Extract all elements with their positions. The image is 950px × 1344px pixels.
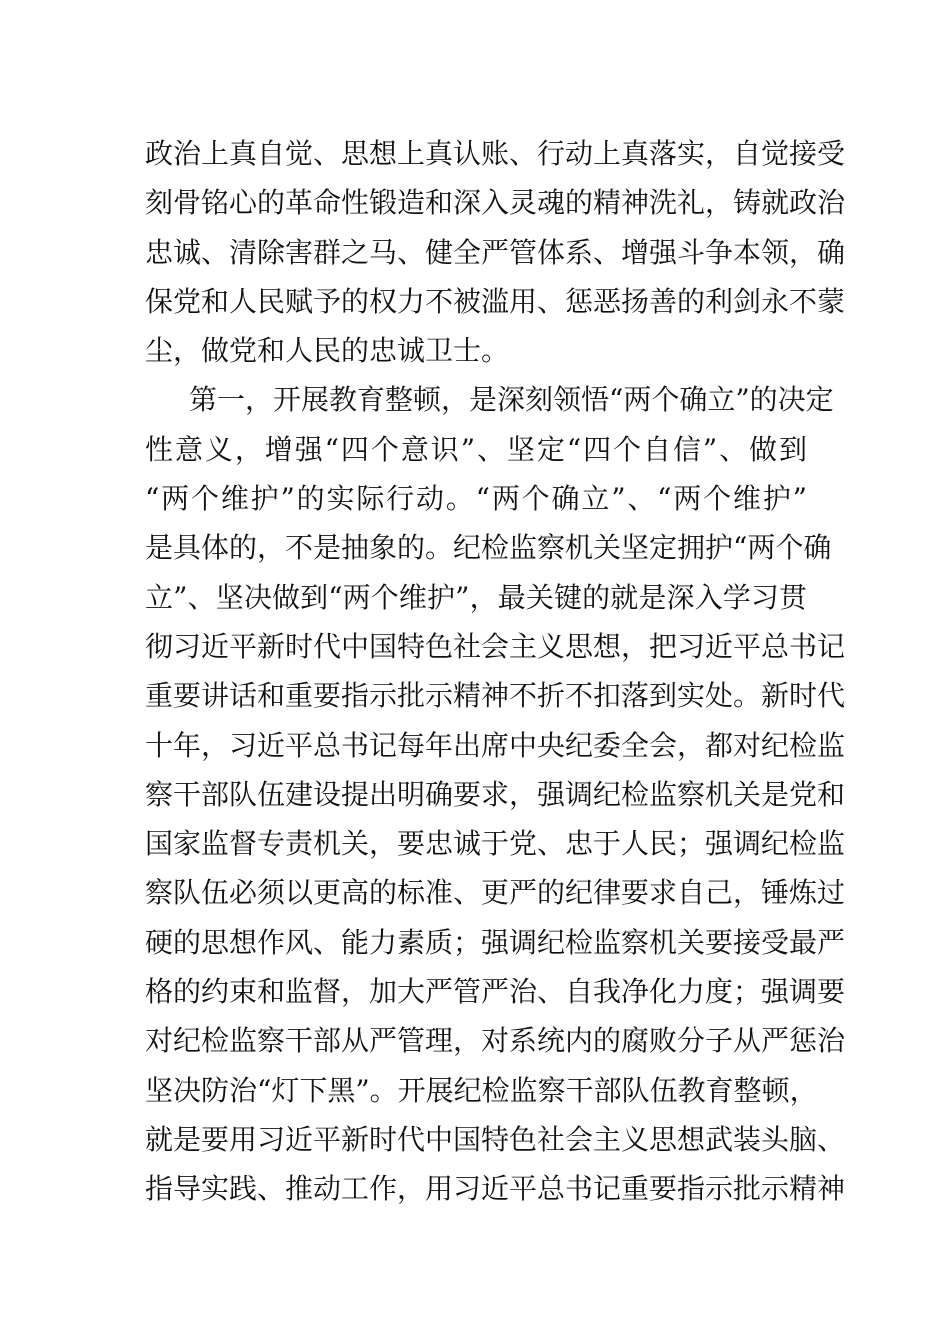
text-line: 指导实践、推动工作，用习近平总书记重要指示批示精神 [145, 1172, 846, 1206]
text-line: 重要讲话和重要指示批示精神不折不扣落到实处。新时代 [145, 679, 846, 713]
text-line: 尘，做党和人民的忠诚卫士。 [145, 334, 510, 368]
text-line: 察干部队伍建设提出明确要求，强调纪检监察机关是党和 [145, 777, 846, 811]
body-text [145, 129, 846, 1214]
text-line: 第一，开展教育整顿，是深刻领悟“两个确立”的决定 [189, 383, 834, 417]
text-line: 忠诚、清除害群之马、健全严管体系、增强斗争本领，确 [145, 235, 846, 269]
text-line: 刻骨铭心的革命性锻造和深入灵魂的精神洗礼，铸就政治 [145, 186, 846, 220]
text-line: 硬的思想作风、能力素质；强调纪检监察机关要接受最严 [145, 925, 846, 959]
text-line: “两个维护”的实际行动。“两个确立”、“两个维护” [145, 482, 807, 516]
text-line: 是具体的，不是抽象的。纪检监察机关坚定拥护“两个确 [145, 531, 832, 565]
text-line: 坚决防治“灯下黑”。开展纪检监察干部队伍教育整顿， [145, 1073, 818, 1107]
text-line: 保党和人民赋予的权力不被滥用、惩恶扬善的利剑永不蒙 [145, 284, 846, 318]
text-line: 对纪检监察干部从严管理，对系统内的腐败分子从严惩治 [145, 1024, 846, 1058]
text-line: 彻习近平新时代中国特色社会主义思想，把习近平总书记 [145, 629, 846, 663]
text-line: 政治上真自觉、思想上真认账、行动上真落实，自觉接受 [145, 137, 846, 170]
text-line: 察队伍必须以更高的标准、更严的纪律要求自己，锤炼过 [145, 876, 846, 910]
text-line: 十年，习近平总书记每年出席中央纪委全会，都对纪检监 [145, 728, 846, 762]
text-line: 格的约束和监督，加大严管严治、自我净化力度；强调要 [145, 975, 846, 1009]
text-line: 就是要用习近平新时代中国特色社会主义思想武装头脑、 [145, 1122, 846, 1156]
text-line: 性意义，增强“四个意识”、坚定“四个自信”、做到 [145, 432, 807, 466]
text-line: 国家监督专责机关，要忠诚于党、忠于人民；强调纪检监 [145, 827, 846, 861]
text-line: 立”、坚决做到“两个维护”，最关键的就是深入学习贯 [145, 580, 807, 614]
